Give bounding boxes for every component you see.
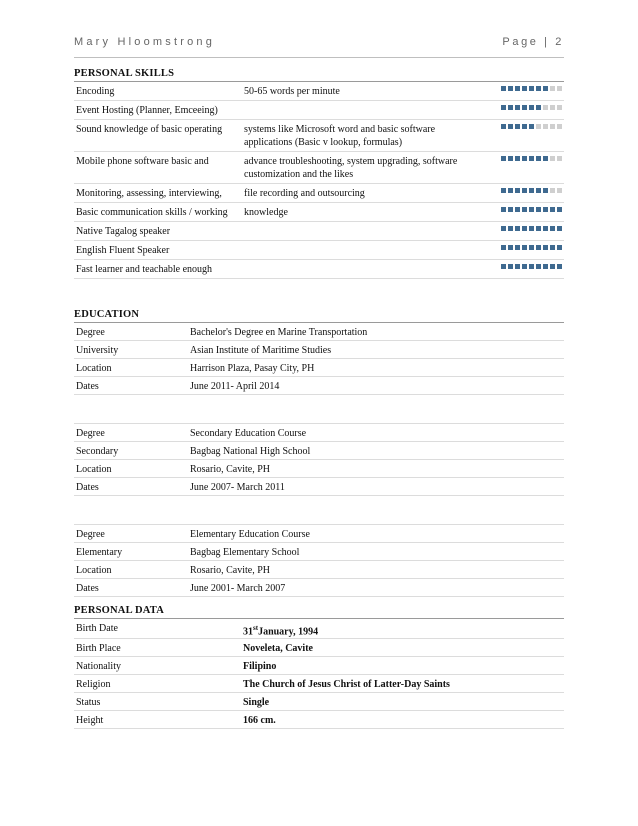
education-label: Elementary xyxy=(74,543,188,561)
skill-detail xyxy=(242,222,484,241)
rating-square-filled xyxy=(536,226,541,231)
education-value: June 2007- March 2011 xyxy=(188,478,564,496)
rating-square-filled xyxy=(522,207,527,212)
rating-square-filled xyxy=(515,105,520,110)
rating-square-filled xyxy=(522,188,527,193)
rating-square-filled xyxy=(557,207,562,212)
skill-detail xyxy=(242,260,484,279)
skill-row xyxy=(74,152,564,184)
rating-square-filled xyxy=(536,207,541,212)
skill-row xyxy=(74,241,564,260)
education-row xyxy=(74,478,564,496)
rating-square-filled xyxy=(529,156,534,161)
skill-detail: knowledge xyxy=(242,203,484,222)
personal-data-label: Nationality xyxy=(74,657,241,675)
rating-square-empty xyxy=(550,156,555,161)
rating-square-filled xyxy=(529,86,534,91)
rating-square-filled xyxy=(515,264,520,269)
personal-data-row xyxy=(74,675,564,693)
skill-detail: file recording and outsourcing xyxy=(242,184,484,203)
skill-detail: advance troubleshooting, system upgrading, software customization and the likes xyxy=(242,152,484,184)
rating-square-filled xyxy=(522,86,527,91)
rating-square-filled xyxy=(508,105,513,110)
header-name: Mary Hloomstrong xyxy=(74,36,216,48)
skill-rating-cell xyxy=(484,184,564,203)
education-value: Rosario, Cavite, PH xyxy=(188,460,564,478)
rating-square-empty xyxy=(550,124,555,129)
education-row xyxy=(74,341,564,359)
rating-square-filled xyxy=(536,86,541,91)
birth-day-suffix: st xyxy=(253,624,259,632)
education-label: Dates xyxy=(74,478,188,496)
rating-square-filled xyxy=(543,207,548,212)
skill-rating xyxy=(501,120,562,129)
personal-data-label: Status xyxy=(74,693,241,711)
birth-day: 31 xyxy=(243,626,253,638)
education-value: Bagbag National High School xyxy=(188,442,564,460)
education-label: Dates xyxy=(74,579,188,597)
skill-detail xyxy=(242,241,484,260)
rating-square-filled xyxy=(508,124,513,129)
rating-square-filled xyxy=(543,188,548,193)
education-row xyxy=(74,525,564,543)
education-label: Location xyxy=(74,561,188,579)
skill-name: Mobile phone software basic and xyxy=(74,152,242,184)
rating-square-filled xyxy=(501,207,506,212)
education-spacer-row xyxy=(74,395,564,424)
education-row xyxy=(74,359,564,377)
skill-rating xyxy=(501,82,562,91)
rating-square-filled xyxy=(529,226,534,231)
personal-data-table xyxy=(74,618,564,729)
rating-square-filled xyxy=(501,156,506,161)
rating-square-filled xyxy=(529,245,534,250)
skill-rating xyxy=(501,184,562,193)
personal-data-value xyxy=(241,619,564,639)
rating-square-filled xyxy=(536,105,541,110)
skills-table xyxy=(74,81,564,279)
rating-square-filled xyxy=(508,207,513,212)
skill-row xyxy=(74,120,564,152)
rating-square-filled xyxy=(501,264,506,269)
skill-rating-cell xyxy=(484,152,564,184)
education-label: Degree xyxy=(74,525,188,543)
education-label: Secondary xyxy=(74,442,188,460)
rating-square-filled xyxy=(529,188,534,193)
education-row xyxy=(74,579,564,597)
rating-square-filled xyxy=(522,105,527,110)
rating-square-filled xyxy=(543,226,548,231)
rating-square-empty xyxy=(557,124,562,129)
education-row xyxy=(74,460,564,478)
education-value: Rosario, Cavite, PH xyxy=(188,561,564,579)
education-value: June 2011- April 2014 xyxy=(188,377,564,395)
rating-square-filled xyxy=(508,245,513,250)
skill-rating-cell xyxy=(484,241,564,260)
rating-square-empty xyxy=(543,105,548,110)
education-row xyxy=(74,543,564,561)
personal-data-row xyxy=(74,657,564,675)
skill-rating xyxy=(501,101,562,110)
rating-square-filled xyxy=(557,245,562,250)
skill-row xyxy=(74,82,564,101)
skill-rating-cell xyxy=(484,260,564,279)
education-value: Harrison Plaza, Pasay City, PH xyxy=(188,359,564,377)
rating-square-filled xyxy=(515,86,520,91)
personal-data-label: Birth Place xyxy=(74,639,241,657)
skill-rating-cell xyxy=(484,203,564,222)
education-table xyxy=(74,322,564,597)
skill-rating-cell xyxy=(484,120,564,152)
rating-square-empty xyxy=(550,188,555,193)
page-header xyxy=(74,36,564,52)
rating-square-filled xyxy=(536,245,541,250)
skill-rating xyxy=(501,203,562,212)
rating-square-filled xyxy=(515,156,520,161)
rating-square-filled xyxy=(529,124,534,129)
personal-data-section-title: PERSONAL DATA xyxy=(74,605,165,616)
skill-name: Basic communication skills / working xyxy=(74,203,242,222)
skill-rating xyxy=(501,222,562,231)
rating-square-filled xyxy=(550,226,555,231)
rating-square-filled xyxy=(501,226,506,231)
rating-square-filled xyxy=(508,226,513,231)
personal-data-value: Single xyxy=(241,693,564,711)
skill-row xyxy=(74,203,564,222)
skill-rating-cell xyxy=(484,101,564,120)
personal-data-value: 166 cm. xyxy=(241,711,564,729)
education-label: Dates xyxy=(74,377,188,395)
rating-square-filled xyxy=(522,264,527,269)
education-value: June 2001- March 2007 xyxy=(188,579,564,597)
rating-square-filled xyxy=(550,245,555,250)
education-row xyxy=(74,442,564,460)
rating-square-empty xyxy=(550,86,555,91)
rating-square-filled xyxy=(515,226,520,231)
rating-square-filled xyxy=(501,86,506,91)
personal-data-label: Height xyxy=(74,711,241,729)
skill-row xyxy=(74,222,564,241)
rating-square-filled xyxy=(501,188,506,193)
header-divider xyxy=(74,57,564,58)
skill-detail: systems like Microsoft word and basic software applications (Basic v lookup, formulas) xyxy=(242,120,484,152)
education-row xyxy=(74,377,564,395)
rating-square-filled xyxy=(508,264,513,269)
rating-square-filled xyxy=(515,188,520,193)
rating-square-filled xyxy=(522,156,527,161)
rating-square-filled xyxy=(529,105,534,110)
spacer-cell xyxy=(74,395,188,424)
skill-name: Sound knowledge of basic operating xyxy=(74,120,242,152)
rating-square-filled xyxy=(543,264,548,269)
header-page-number: Page | 2 xyxy=(502,36,564,48)
skill-rating xyxy=(501,260,562,269)
skill-detail: 50-65 words per minute xyxy=(242,82,484,101)
education-value: Bachelor's Degree en Marine Transportation xyxy=(188,323,564,341)
rating-square-filled xyxy=(543,245,548,250)
rating-square-filled xyxy=(543,156,548,161)
personal-data-row xyxy=(74,639,564,657)
personal-data-value: Noveleta, Cavite xyxy=(241,639,564,657)
rating-square-filled xyxy=(515,245,520,250)
rating-square-filled xyxy=(501,105,506,110)
education-label: University xyxy=(74,341,188,359)
rating-square-empty xyxy=(543,124,548,129)
education-spacer-row xyxy=(74,496,564,525)
rating-square-filled xyxy=(501,124,506,129)
rating-square-filled xyxy=(557,264,562,269)
education-label: Degree xyxy=(74,323,188,341)
skill-detail xyxy=(242,101,484,120)
skill-name: English Fluent Speaker xyxy=(74,241,242,260)
skill-name: Fast learner and teachable enough xyxy=(74,260,242,279)
rating-square-filled xyxy=(515,207,520,212)
rating-square-empty xyxy=(536,124,541,129)
education-row xyxy=(74,424,564,442)
personal-data-row xyxy=(74,711,564,729)
skill-name: Event Hosting (Planner, Emceeing) xyxy=(74,101,242,120)
rating-square-filled xyxy=(543,86,548,91)
education-section-title: EDUCATION xyxy=(74,309,140,320)
skill-row xyxy=(74,101,564,120)
spacer-cell xyxy=(74,496,188,525)
rating-square-filled xyxy=(515,124,520,129)
skill-name: Encoding xyxy=(74,82,242,101)
spacer-cell xyxy=(188,496,564,525)
skill-rating-cell xyxy=(484,222,564,241)
rating-square-filled xyxy=(529,207,534,212)
skill-rating-cell xyxy=(484,82,564,101)
birth-month-year: January, 1994 xyxy=(258,626,319,638)
skill-row xyxy=(74,260,564,279)
personal-data-label: Birth Date xyxy=(74,619,241,639)
rating-square-filled xyxy=(522,124,527,129)
rating-square-filled xyxy=(550,264,555,269)
rating-square-empty xyxy=(557,156,562,161)
rating-square-filled xyxy=(529,264,534,269)
rating-square-filled xyxy=(536,156,541,161)
rating-square-filled xyxy=(536,188,541,193)
rating-square-filled xyxy=(508,188,513,193)
personal-data-row xyxy=(74,693,564,711)
education-value: Elementary Education Course xyxy=(188,525,564,543)
rating-square-empty xyxy=(557,86,562,91)
education-row xyxy=(74,323,564,341)
skill-row xyxy=(74,184,564,203)
education-row xyxy=(74,561,564,579)
rating-square-filled xyxy=(508,86,513,91)
rating-square-filled xyxy=(501,245,506,250)
personal-data-value: Filipino xyxy=(241,657,564,675)
rating-square-filled xyxy=(536,264,541,269)
education-label: Location xyxy=(74,359,188,377)
skill-name: Native Tagalog speaker xyxy=(74,222,242,241)
skills-section-title: PERSONAL SKILLS xyxy=(74,68,175,79)
education-label: Location xyxy=(74,460,188,478)
rating-square-filled xyxy=(508,156,513,161)
rating-square-empty xyxy=(550,105,555,110)
skill-name: Monitoring, assessing, interviewing, xyxy=(74,184,242,203)
rating-square-empty xyxy=(557,188,562,193)
rating-square-filled xyxy=(557,226,562,231)
skill-rating xyxy=(501,152,562,161)
rating-square-filled xyxy=(550,207,555,212)
education-value: Bagbag Elementary School xyxy=(188,543,564,561)
spacer-cell xyxy=(188,395,564,424)
education-label: Degree xyxy=(74,424,188,442)
personal-data-value: The Church of Jesus Christ of Latter-Day Saints xyxy=(241,675,564,693)
rating-square-empty xyxy=(557,105,562,110)
rating-square-filled xyxy=(522,245,527,250)
education-value: Secondary Education Course xyxy=(188,424,564,442)
skill-rating xyxy=(501,241,562,250)
personal-data-row xyxy=(74,619,564,639)
personal-data-label: Religion xyxy=(74,675,241,693)
education-value: Asian Institute of Maritime Studies xyxy=(188,341,564,359)
rating-square-filled xyxy=(522,226,527,231)
